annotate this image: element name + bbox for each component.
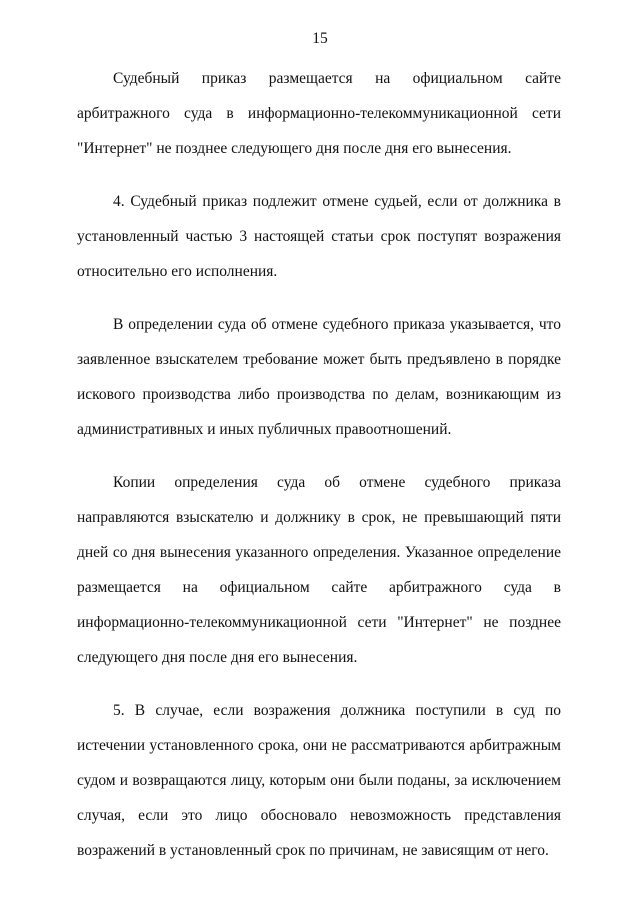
paragraph-determination: В определении суда об отмене судебного приказа указывается, что заявленное взыскателем требование может быть предъявлено в порядке искового производства либо производства по делам, возникающим из административных и иных публичных правоотношений. bbox=[77, 316, 561, 438]
page-number: 15 bbox=[312, 30, 328, 47]
paragraph-cancellation: 4. Судебный приказ подлежит отмене судьей, если от должника в установленный частью 3 настоящей статьи срок поступят возражения относительно его исполнения. bbox=[77, 193, 561, 280]
paragraph-copies: Копии определения суда об отмене судебного приказа направляются взыскателю и должнику в срок, не превышающий пяти дней со дня вынесения указанного определения. Указанное определение размещается на официальном сайте арбитражного суда в информационно-телекоммуникационной сети "Интернет" не позднее следующего дня после дня его вынесения. bbox=[77, 474, 561, 666]
document-body bbox=[77, 61, 561, 886]
paragraph-publication: Судебный приказ размещается на официальном сайте арбитражного суда в информационно-телекоммуникационной сети "Интернет" не позднее следующего дня после дня его вынесения. bbox=[77, 70, 561, 157]
paragraph-late-objections: 5. В случае, если возражения должника поступили в суд по истечении установленного срока, они не рассматриваются арбитражным судом и возвращаются лицу, которым они были поданы, за исключением случая, если это лицо обосновало невозможность представления возражений в установленный срок по причинам, не зависящим от него. bbox=[77, 702, 561, 859]
